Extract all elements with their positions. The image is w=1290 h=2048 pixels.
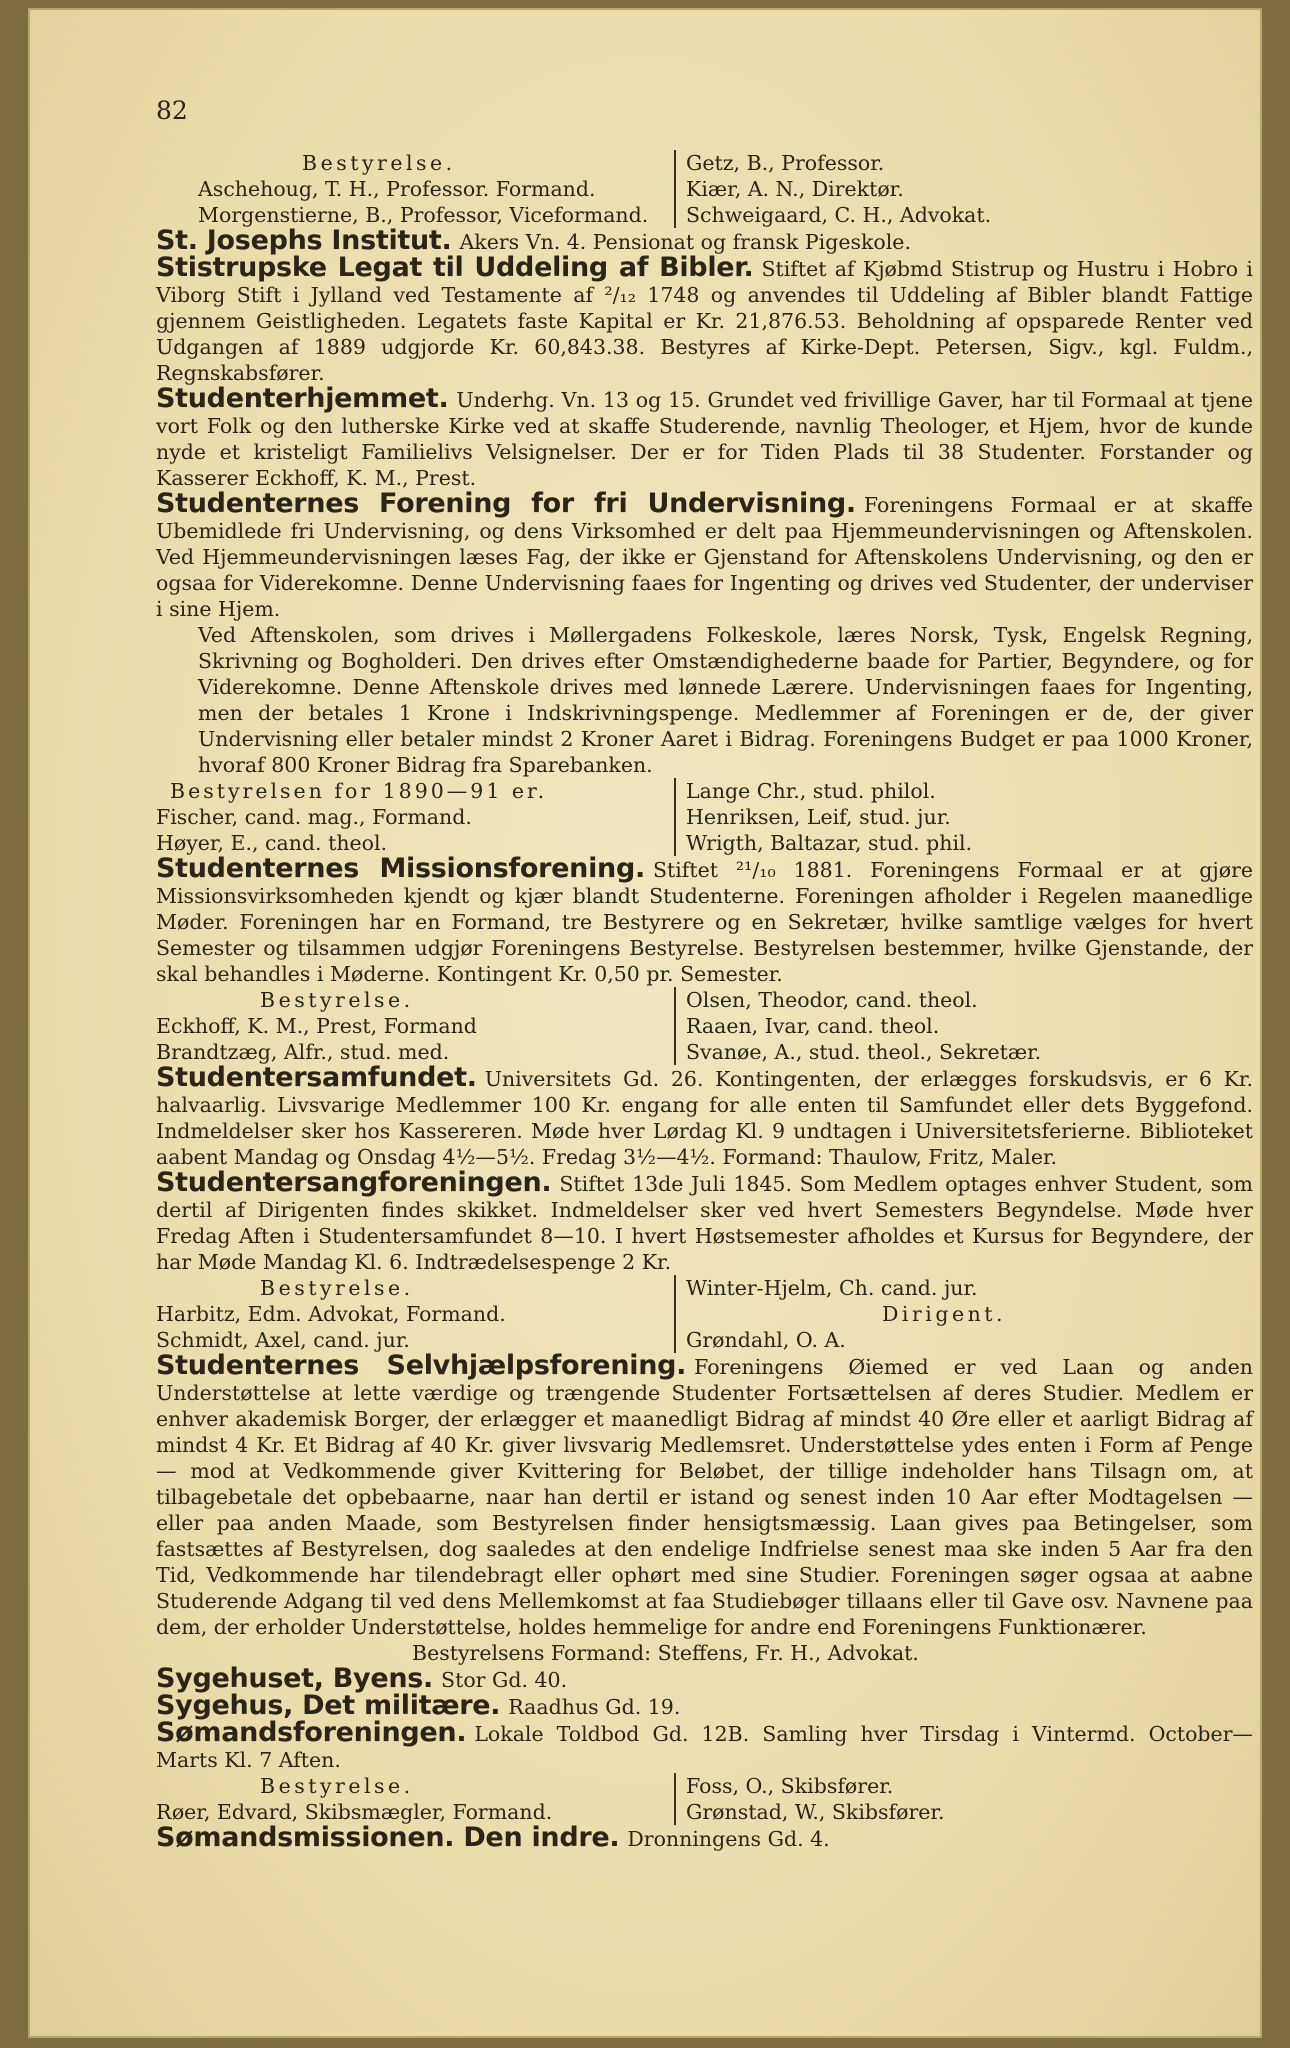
board-member: Lange Chr., stud. philol. xyxy=(686,779,936,803)
board-member: Morgenstierne, B., Professor, Viceformand. xyxy=(198,203,649,227)
entry-text: Underhg. Vn. 13 og 15. Grundet ved frivillige Gaver, har til Formaal at tjene vort Folk og den lutherske Kirke ved at skaffe Studerende, navnlig Theologer, et Hjem, hvor de kunde nyde et kristeligt Familielivs Velsignelser. Der er for Tiden Plads til 38 Studenter. Forstander og Kasserer Eckhoff, K. M., Prest. xyxy=(156,388,1253,490)
entry-text: Stiftet af Kjøbmd Stistrup og Hustru i Hobro i Viborg Stift i Jylland ved Testamente af ²/₁₂ 1748 og anvendes til Uddeling af Bibler blandt Fattige gjennem Geistligheden. Legatets faste Kapital er Kr. 21,876.53. Beholdning af opsparede Renter ved Udgangen af 1889 udgjorde Kr. 60,843.38. Bestyres af Kirke-Dept. Petersen, Sigv., kgl. Fuldm., Regnskabsfører. xyxy=(156,257,1253,385)
entry-board xyxy=(156,987,1253,1065)
board-member: Schweigaard, C. H., Advokat. xyxy=(686,203,992,227)
entry-text: Akers Vn. 4. Pensionat og fransk Pigeskole. xyxy=(459,230,911,254)
entry-heading: Stistrupske Legat til Uddeling af Bibler. xyxy=(156,252,754,283)
entry-heading: Studentersamfundet. xyxy=(156,1062,477,1093)
entry-text: Lokale Toldbod Gd. 12B. Samling hver Tirsdag i Vintermd. October—Marts Kl. 7 Aften. xyxy=(156,1722,1253,1772)
entry-somandsforeningen xyxy=(156,1717,1253,1825)
board-heading: Bestyrelse. xyxy=(260,1276,414,1300)
board-member: Grøndahl, O. A. xyxy=(686,1328,846,1352)
entry-text: Stiftet ²¹/₁₀ 1881. Foreningens Formaal er at gjøre Missionsvirksomheden kjendt og kjær blandt Studenterne. Foreningen afholder i Regelen maanedlige Møder. Foreningen har en Formand, tre Bestyrere og en Sekretær, hvilke samtlige vælges for hvert Semester og tilsammen udgjør Foreningens Bestyrelse. Bestyrelsen bestemmer, hvilke Gjenstande, der skal behandles i Møderne. Kontingent Kr. 0,50 pr. Semester. xyxy=(156,858,1253,986)
entry-heading: Sygehuset, Byens. xyxy=(156,1663,434,1694)
entry-text: Dronningens Gd. 4. xyxy=(627,1827,830,1851)
entry-heading: Sømandsforeningen. xyxy=(156,1717,467,1748)
document-page xyxy=(28,8,1262,2038)
board-member: Getz, B., Professor. xyxy=(686,151,885,175)
entry-board xyxy=(156,1275,1253,1353)
board-member: Eckhoff, K. M., Prest, Formand xyxy=(156,1014,477,1038)
board-member: Raaen, Ivar, cand. theol. xyxy=(686,1014,940,1038)
board-heading: Bestyrelse. xyxy=(260,1774,414,1798)
entry-studenterhjemmet xyxy=(156,383,1253,491)
board-member: Harbitz, Edm. Advokat, Formand. xyxy=(156,1302,506,1326)
entry-sygehus-militaere xyxy=(156,1690,1253,1721)
entry-text: Foreningens Formaal er at skaffe Ubemidlede fri Undervisning, og dens Virksomhed er delt paa Hjemmeundervisningen og Aftenskolen. Ved Hjemmeundervisningen læses Fag, der ikke er Gjenstand for Aftenskolens Undervisning, og den er ogsaa for Viderekomne. Denne Undervisning faaes for Ingenting og drives ved Studenter, der underviser i sine Hjem. xyxy=(156,493,1253,621)
entry-text: Foreningens Øiemed er ved Laan og anden Understøttelse at lette værdige og trængende Studenter Fortsættelsen af deres Studier. Medlem er enhver akademisk Borger, der erlægger et maanedligt Bidrag af mindst 40 Øre eller et aarligt Bidrag af mindst 4 Kr. Et Bidrag af 40 Kr. giver livsvarig Medlemsret. Understøttelse ydes enten i Form af Penge — mod at Vedkommende giver Kvittering for Beløbet, der tillige indeholder hans Tilsagn om, at tilbagebetale det opbebaarne, naar han dertil er istand og senest inden 10 Aar efter Modtagelsen — eller paa anden Maade, som Bestyrelsen finder hensigtsmæssig. Laan gives paa Betingelser, som fastsættes af Bestyrelsen, dog saaledes at den endelige Indfrielse senest maa ske inden 5 Aar fra den Tid, Vedkommende har tilendebragt eller ophørt med sine Studier. Foreningen søger ogsaa at aabne Studerende Adgang til ved dens Mellemkomst at faa Studiebøger tillaans eller til Gave osv. Navnene paa dem, der erholder Understøttelse, holdes hemmelige for andre end Foreningens Funktionærer. xyxy=(156,1355,1253,1639)
board-member: Schmidt, Axel, cand. jur. xyxy=(156,1328,410,1352)
board-member: Grønstad, W., Skibsfører. xyxy=(686,1800,945,1824)
entry-text: Raadhus Gd. 19. xyxy=(508,1695,681,1719)
board-heading: Bestyrelse. xyxy=(260,988,414,1012)
entry-somandsmissionen xyxy=(156,1822,1253,1853)
board-member: Aschehoug, T. H., Professor. Formand. xyxy=(198,177,596,201)
entry-heading: Studenternes Missionsforening. xyxy=(156,853,645,884)
entry-missionsforening xyxy=(156,853,1253,1065)
entry-text: Universitets Gd. 26. Kontingenten, der erlægges forskudsvis, er 6 Kr. halvaarlig. Livsvarige Medlemmer 100 Kr. engang for alle enten til Samfundet eller dets Byggefond. Indmeldelser sker hos Kassereren. Møde hver Lørdag Kl. 9 undtagen i Universitetsferierne. Biblioteket aabent Mandag og Onsdag 4½—5½. Fredag 3½—4½. Formand: Thaulow, Fritz, Maler. xyxy=(156,1067,1253,1169)
entry-heading: Sømandsmissionen. Den indre. xyxy=(156,1822,620,1853)
entry-heading: Studenterhjemmet. xyxy=(156,383,449,414)
board-member: Brandtzæg, Alfr., stud. med. xyxy=(156,1040,450,1064)
entry-board xyxy=(156,778,1253,856)
entry-heading: Sygehus, Det militære. xyxy=(156,1690,501,1721)
entry-text: Stiftet 13de Juli 1845. Som Medlem optages enhver Student, som dertil af Dirigenten findes skikket. Indmeldelser sker ved hvert Semesters Begyndelse. Møde hver Fredag Aften i Studentersamfundet 8—10. I hvert Høstsemester afholdes et Kursus for Begyndere, der har Møde Mandag Kl. 6. Indtrædelsespenge 2 Kr. xyxy=(156,1172,1253,1274)
board-member: Foss, O., Skibsfører. xyxy=(686,1774,894,1798)
entry-heading: Studenternes Forening for fri Undervisning. xyxy=(156,488,856,519)
board-member: Winter-Hjelm, Ch. cand. jur. xyxy=(686,1276,978,1300)
board-member: Wrigth, Baltazar, stud. phil. xyxy=(686,831,973,855)
top-board xyxy=(156,150,1253,228)
board-member: Fischer, cand. mag., Formand. xyxy=(156,805,472,829)
board-member: Røer, Edvard, Skibsmægler, Formand. xyxy=(156,1800,553,1824)
board-member: Svanøe, A., stud. theol., Sekretær. xyxy=(686,1040,1042,1064)
board-member: Henriksen, Leif, stud. jur. xyxy=(686,805,951,829)
entry-studentersangforeningen xyxy=(156,1167,1253,1353)
board-heading: Bestyrelse. xyxy=(302,151,456,175)
entry-sygehuset-byens xyxy=(156,1663,1253,1694)
board-member: Kiær, A. N., Direktør. xyxy=(686,177,904,201)
entry-text: Stor Gd. 40. xyxy=(441,1668,568,1692)
entry-heading: Studentersangforeningen. xyxy=(156,1167,552,1198)
entry-heading: St. Josephs Institut. xyxy=(156,225,452,256)
chairman-line: Bestyrelsens Formand: Steffens, Fr. H., Advokat. xyxy=(412,1641,919,1665)
page-number: 82 xyxy=(156,96,188,125)
board-member: Olsen, Theodor, cand. theol. xyxy=(686,988,978,1012)
entry-fri-undervisning xyxy=(156,488,1253,856)
entry-heading: Studenternes Selvhjælpsforening. xyxy=(156,1350,687,1381)
entry-text-continued: Ved Aftenskolen, som drives i Møllergadens Folkeskole, læres Norsk, Tysk, Engelsk Regning, Skrivning og Bogholderi. Den drives efter Omstændighederne baade for Partier, Begyndere, og for Viderekomne. Denne Aftenskole drives med lønnede Lærere. Undervisningen faaes for Ingenting, men der betales 1 Krone i Indskrivningspenge. Medlemmer af Foreningen er de, der giver Undervisning eller betaler mindst 2 Kroner Aaret i Bidrag. Foreningens Budget er paa 1000 Kroner, hvoraf 800 Kroner Bidrag fra Sparebanken. xyxy=(198,623,1253,777)
page-content xyxy=(156,150,1253,1852)
board-heading: Bestyrelsen for 1890—91 er. xyxy=(170,779,548,803)
entry-stistrupske-legat xyxy=(156,252,1253,386)
entry-selvhjaelpsforening xyxy=(156,1350,1253,1666)
board-member: Høyer, E., cand. theol. xyxy=(156,831,388,855)
entry-board xyxy=(156,1773,1253,1825)
entry-st-josephs xyxy=(156,225,1253,256)
entry-studentersamfundet xyxy=(156,1062,1253,1170)
conductor-heading: Dirigent. xyxy=(882,1302,1007,1326)
